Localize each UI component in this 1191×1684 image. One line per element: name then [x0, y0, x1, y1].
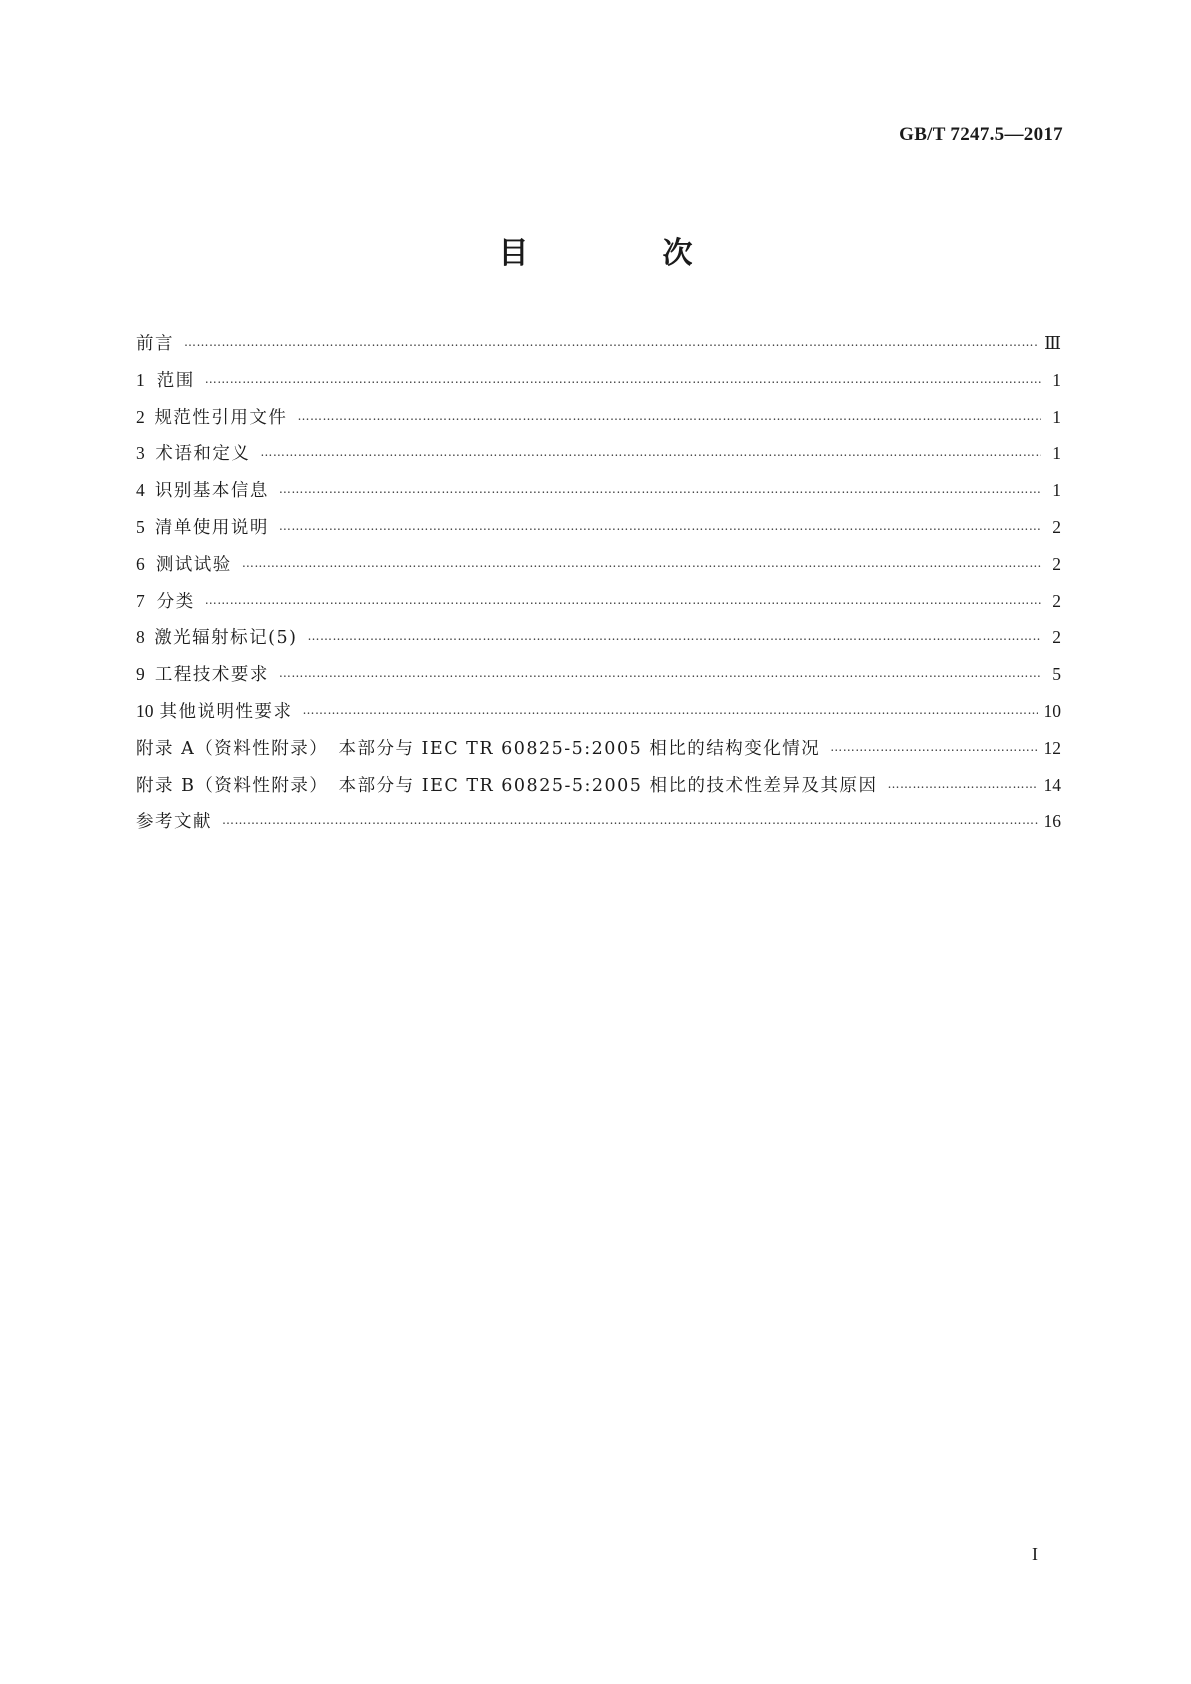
toc-entry-number: 7: [136, 590, 145, 611]
toc-leader-dots: [279, 471, 1041, 508]
toc-entry-classification[interactable]: [136, 583, 1061, 620]
toc-entry-number: 2: [136, 406, 145, 427]
toc-entry-page: 10: [1043, 700, 1061, 721]
toc-entry-text: 清单使用说明: [154, 517, 269, 538]
toc-entry-number: 4: [136, 480, 145, 501]
toc-leader-dots: [303, 692, 1038, 729]
toc-entry-page: 2: [1052, 627, 1061, 648]
toc-entry-terms-definitions[interactable]: [136, 435, 1061, 472]
toc-entry-page: 1: [1052, 406, 1061, 427]
toc-entry-number: 9: [136, 664, 145, 685]
toc-entry-normative-references[interactable]: [136, 399, 1061, 436]
toc-entry-text: 范围: [156, 370, 195, 391]
toc-entry-number: 6: [136, 553, 145, 574]
toc-entry-engineering-requirements[interactable]: [136, 656, 1061, 693]
toc-entry-page: 2: [1052, 590, 1061, 611]
toc-entry-page: 1: [1052, 443, 1061, 464]
toc-entry-page: 1: [1052, 480, 1061, 501]
toc-entry-number: 1: [136, 369, 145, 390]
toc-entry-tests[interactable]: [136, 546, 1061, 583]
toc-entry-text: 附录 A（资料性附录） 本部分与 IEC TR 60825-5:2005 相比的结构变化情况: [136, 738, 821, 759]
toc-entry-bibliography[interactable]: [136, 803, 1061, 840]
toc-entry-basic-info[interactable]: [136, 472, 1061, 509]
toc-leader-dots: [184, 324, 1038, 361]
toc-entry-page: 12: [1043, 737, 1061, 758]
toc-entry-number: 5: [136, 516, 145, 537]
toc-leader-dots: [205, 582, 1041, 619]
toc-leader-dots: [222, 802, 1038, 839]
toc-leader-dots: [279, 655, 1041, 692]
toc-leader-dots: [260, 434, 1041, 471]
toc-entry-number: 10: [136, 700, 154, 721]
toc-entry-number: 3: [136, 443, 145, 464]
toc-entry-foreword[interactable]: [136, 325, 1061, 362]
page-number: I: [1032, 1544, 1038, 1564]
toc-entry-page: 2: [1052, 516, 1061, 537]
toc-title: 目 次: [498, 236, 745, 271]
toc-entry-text: 前言: [136, 334, 174, 354]
toc-entry-scope[interactable]: [136, 362, 1061, 399]
toc-entry-text: 分类: [156, 591, 195, 612]
toc-entry-number: 8: [136, 627, 145, 648]
toc-entry-text: 其他说明性要求: [159, 701, 293, 722]
table-of-contents: [136, 325, 1061, 840]
toc-leader-dots: [297, 398, 1041, 435]
toc-entry-text: 附录 B（资料性附录） 本部分与 IEC TR 60825-5:2005 相比的技术性差异及其原因: [136, 775, 878, 796]
toc-entry-page: 2: [1052, 553, 1061, 574]
toc-entry-page: Ⅲ: [1044, 333, 1061, 353]
toc-entry-other-requirements[interactable]: [136, 693, 1061, 730]
toc-entry-annex-a[interactable]: [136, 730, 1061, 767]
toc-entry-text: 规范性引用文件: [154, 407, 288, 428]
standard-code: GB/T 7247.5—2017: [899, 124, 1063, 145]
toc-entry-text: 识别基本信息: [154, 481, 269, 502]
toc-leader-dots: [205, 361, 1041, 398]
toc-entry-page: 5: [1052, 664, 1061, 685]
toc-entry-page: 14: [1043, 774, 1061, 795]
toc-leader-dots: [279, 508, 1041, 545]
toc-leader-dots: [888, 766, 1038, 803]
toc-entry-annex-b[interactable]: [136, 767, 1061, 804]
toc-entry-text: 术语和定义: [155, 444, 251, 465]
toc-leader-dots: [830, 729, 1037, 766]
toc-entry-text: 工程技术要求: [154, 665, 269, 686]
toc-leader-dots: [242, 545, 1041, 582]
toc-entry-laser-marking[interactable]: [136, 619, 1061, 656]
toc-entry-page: 16: [1043, 811, 1061, 832]
toc-entry-text: 测试试验: [155, 554, 232, 575]
toc-leader-dots: [307, 618, 1041, 655]
toc-entry-page: 1: [1052, 369, 1061, 390]
toc-entry-text: 激光辐射标记(5): [154, 628, 298, 649]
toc-entry-text: 参考文献: [136, 812, 212, 833]
toc-entry-checklist-usage[interactable]: [136, 509, 1061, 546]
